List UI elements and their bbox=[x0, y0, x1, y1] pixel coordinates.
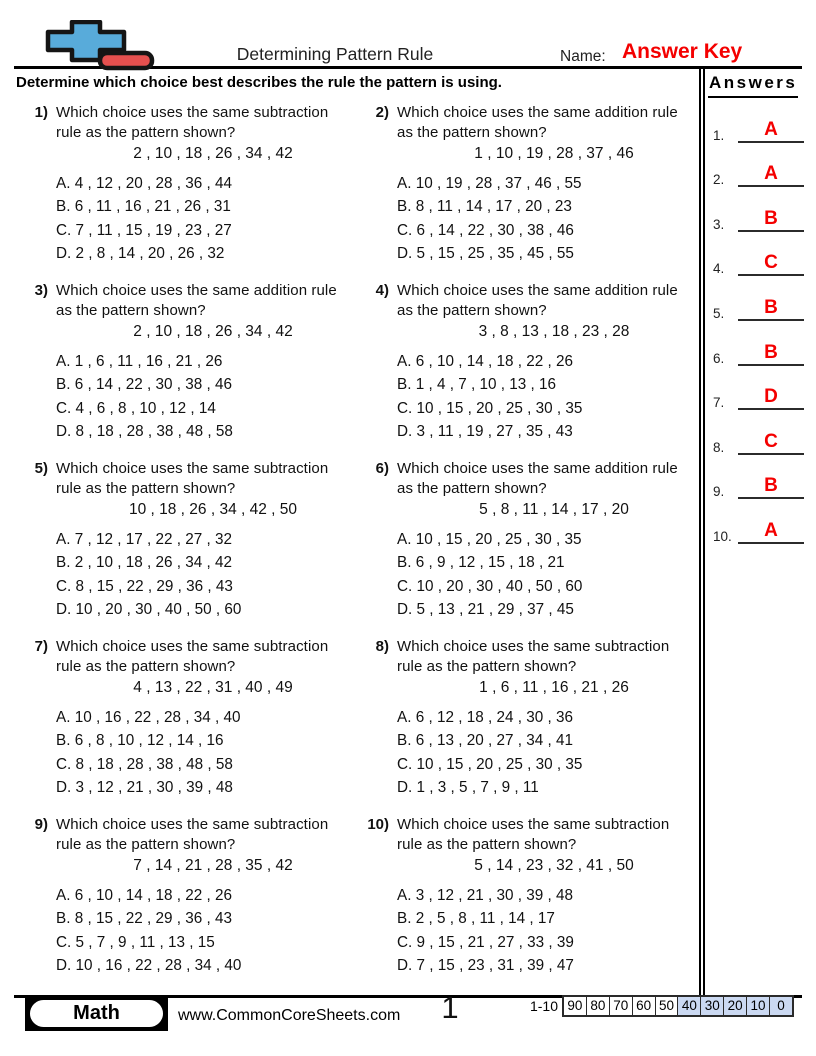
choice-b: B. 6 , 9 , 12 , 15 , 18 , 21 bbox=[397, 554, 565, 572]
question-text: Which choice uses the same subtraction rule as the pattern shown? bbox=[397, 816, 670, 853]
answer-blank bbox=[738, 207, 804, 232]
score-cell: 80 bbox=[586, 997, 609, 1015]
answers-panel bbox=[699, 69, 810, 996]
plus-minus-logo-icon bbox=[44, 20, 156, 77]
pattern-sequence: 3 , 8 , 13 , 18 , 23 , 28 bbox=[478, 323, 630, 340]
score-cell: 40 bbox=[677, 997, 700, 1015]
question-number: 7) bbox=[34, 638, 48, 655]
choice-c: C. 10 , 15 , 20 , 25 , 30 , 35 bbox=[397, 399, 583, 417]
question-number: 9) bbox=[34, 816, 48, 833]
question-3 bbox=[14, 281, 355, 459]
answer-number: 10. bbox=[713, 528, 732, 544]
question-text: Which choice uses the same subtraction rule as the pattern shown? bbox=[56, 104, 329, 141]
choice-c: C. 10 , 15 , 20 , 25 , 30 , 35 bbox=[397, 755, 583, 773]
question-number: 4) bbox=[375, 282, 389, 299]
pattern-sequence: 7 , 14 , 21 , 28 , 35 , 42 bbox=[133, 857, 293, 874]
pattern-sequence: 10 , 18 , 26 , 34 , 42 , 50 bbox=[128, 501, 298, 518]
choice-a: A. 10 , 16 , 22 , 28 , 34 , 40 bbox=[56, 709, 241, 726]
answer-letter: A bbox=[764, 163, 778, 185]
question-number: 2) bbox=[375, 104, 389, 121]
question-text: Which choice uses the same subtraction rule as the pattern shown? bbox=[56, 638, 329, 675]
question-text: Which choice uses the same subtraction rule as the pattern shown? bbox=[56, 460, 329, 497]
question-number: 3) bbox=[34, 282, 48, 299]
choice-a: A. 10 , 19 , 28 , 37 , 46 , 55 bbox=[397, 175, 582, 192]
answer-number: 3. bbox=[713, 216, 725, 232]
answer-blank bbox=[738, 477, 804, 499]
score-cell: 50 bbox=[655, 997, 678, 1015]
choice-d: D. 8 , 18 , 28 , 38 , 48 , 58 bbox=[56, 423, 233, 441]
answer-letter: A bbox=[764, 519, 778, 541]
choice-d: D. 10 , 20 , 30 , 40 , 50 , 60 bbox=[56, 601, 242, 619]
questions-grid bbox=[14, 103, 700, 993]
choice-d: D. 3 , 12 , 21 , 30 , 39 , 48 bbox=[56, 779, 233, 797]
answer-letter: B bbox=[764, 296, 778, 318]
choice-c: C. 6 , 14 , 22 , 30 , 38 , 46 bbox=[397, 221, 574, 239]
choice-b: B. 8 , 15 , 22 , 29 , 36 , 43 bbox=[56, 910, 233, 928]
answer-row-9 bbox=[705, 455, 810, 500]
choice-d: D. 3 , 11 , 19 , 27 , 35 , 43 bbox=[397, 423, 573, 441]
question-text: Which choice uses the same subtraction rule as the pattern shown? bbox=[397, 638, 670, 675]
choice-b: B. 1 , 4 , 7 , 10 , 13 , 16 bbox=[397, 376, 557, 394]
question-number: 10) bbox=[367, 816, 389, 833]
choice-d: D. 10 , 16 , 22 , 28 , 34 , 40 bbox=[56, 957, 242, 975]
choice-a: A. 7 , 12 , 17 , 22 , 27 , 32 bbox=[56, 531, 233, 548]
choice-c: C. 5 , 7 , 9 , 11 , 13 , 15 bbox=[56, 933, 215, 951]
answer-letter: B bbox=[764, 475, 778, 497]
name-label: Name: bbox=[560, 48, 606, 65]
choice-a: A. 10 , 15 , 20 , 25 , 30 , 35 bbox=[397, 531, 582, 548]
score-cell: 20 bbox=[723, 997, 746, 1015]
pattern-sequence: 5 , 8 , 11 , 14 , 17 , 20 bbox=[479, 501, 629, 518]
answer-blank bbox=[738, 388, 804, 410]
choice-c: C. 8 , 15 , 22 , 29 , 36 , 43 bbox=[56, 577, 233, 595]
page-number: 1 bbox=[441, 990, 459, 1025]
question-10 bbox=[355, 815, 700, 993]
choice-d: D. 5 , 13 , 21 , 29 , 37 , 45 bbox=[397, 601, 574, 619]
question-text: Which choice uses the same addition rule as the pattern shown? bbox=[397, 460, 678, 497]
choice-c: C. 7 , 11 , 15 , 19 , 23 , 27 bbox=[56, 221, 232, 239]
question-7 bbox=[14, 637, 355, 815]
answer-row-8 bbox=[705, 410, 810, 455]
choice-c: C. 10 , 20 , 30 , 40 , 50 , 60 bbox=[397, 577, 583, 595]
pattern-sequence: 4 , 13 , 22 , 31 , 40 , 49 bbox=[133, 679, 293, 696]
answer-number: 8. bbox=[713, 439, 725, 455]
answer-key-text: Answer Key bbox=[622, 40, 743, 63]
answer-letter: A bbox=[764, 118, 778, 140]
instruction-text: Determine which choice best describes the rule the pattern is using. bbox=[16, 74, 502, 91]
score-cell: 60 bbox=[632, 997, 655, 1015]
choice-a: A. 3 , 12 , 21 , 30 , 39 , 48 bbox=[397, 887, 574, 904]
answer-row-4 bbox=[705, 232, 810, 277]
score-cell: 10 bbox=[746, 997, 769, 1015]
answer-blank bbox=[738, 165, 804, 187]
pattern-sequence: 2 , 10 , 18 , 26 , 34 , 42 bbox=[133, 145, 293, 162]
choice-b: B. 6 , 14 , 22 , 30 , 38 , 46 bbox=[56, 376, 233, 394]
question-text: Which choice uses the same subtraction rule as the pattern shown? bbox=[56, 816, 329, 853]
answer-number: 4. bbox=[713, 261, 725, 277]
answer-blank bbox=[738, 430, 804, 455]
choice-b: B. 6 , 13 , 20 , 27 , 34 , 41 bbox=[397, 732, 574, 750]
choice-a: A. 1 , 6 , 11 , 16 , 21 , 26 bbox=[56, 353, 223, 370]
subject-label: Math bbox=[30, 1000, 163, 1027]
question-6 bbox=[355, 459, 700, 637]
question-8 bbox=[355, 637, 700, 815]
choice-d: D. 2 , 8 , 14 , 20 , 26 , 32 bbox=[56, 245, 225, 263]
choice-a: A. 6 , 10 , 14 , 18 , 22 , 26 bbox=[397, 353, 574, 370]
pattern-sequence: 1 , 6 , 11 , 16 , 21 , 26 bbox=[479, 679, 629, 696]
answer-number: 9. bbox=[713, 484, 725, 500]
choice-d: D. 1 , 3 , 5 , 7 , 9 , 11 bbox=[397, 779, 539, 797]
choice-c: C. 4 , 6 , 8 , 10 , 12 , 14 bbox=[56, 399, 216, 417]
answer-row-2 bbox=[705, 143, 810, 188]
choice-b: B. 2 , 5 , 8 , 11 , 14 , 17 bbox=[397, 910, 555, 928]
answer-number: 1. bbox=[713, 127, 725, 143]
answer-number: 6. bbox=[713, 350, 725, 366]
answer-number: 2. bbox=[713, 172, 725, 188]
question-number: 6) bbox=[375, 460, 389, 477]
answer-letter: C bbox=[764, 252, 778, 274]
choice-a: A. 6 , 10 , 14 , 18 , 22 , 26 bbox=[56, 887, 233, 904]
question-5 bbox=[14, 459, 355, 637]
answers-list bbox=[705, 98, 810, 544]
answer-letter: B bbox=[764, 207, 778, 229]
score-cell: 70 bbox=[609, 997, 632, 1015]
question-text: Which choice uses the same addition rule as the pattern shown? bbox=[56, 282, 337, 319]
choice-d: D. 5 , 15 , 25 , 35 , 45 , 55 bbox=[397, 245, 574, 263]
choice-c: C. 9 , 15 , 21 , 27 , 33 , 39 bbox=[397, 933, 574, 951]
answer-row-3 bbox=[705, 187, 810, 232]
pattern-sequence: 5 , 14 , 23 , 32 , 41 , 50 bbox=[474, 857, 634, 874]
question-2 bbox=[355, 103, 700, 281]
answer-blank bbox=[738, 254, 804, 276]
answer-row-10 bbox=[705, 499, 810, 544]
choice-b: B. 2 , 10 , 18 , 26 , 34 , 42 bbox=[56, 554, 233, 572]
answer-letter: C bbox=[764, 430, 778, 452]
question-text: Which choice uses the same addition rule as the pattern shown? bbox=[397, 104, 678, 141]
site-url: www.CommonCoreSheets.com bbox=[178, 1007, 401, 1024]
choice-b: B. 6 , 11 , 16 , 21 , 26 , 31 bbox=[56, 198, 231, 216]
answer-blank bbox=[738, 341, 804, 366]
score-cell: 90 bbox=[567, 998, 583, 1013]
score-range-label: 1-10 bbox=[529, 998, 558, 1014]
question-text: Which choice uses the same addition rule as the pattern shown? bbox=[397, 282, 678, 319]
question-4 bbox=[355, 281, 700, 459]
pattern-sequence: 2 , 10 , 18 , 26 , 34 , 42 bbox=[133, 323, 293, 340]
page-title: Determining Pattern Rule bbox=[236, 44, 434, 64]
subject-badge bbox=[25, 997, 168, 1031]
choice-b: B. 8 , 11 , 14 , 17 , 20 , 23 bbox=[397, 198, 572, 216]
choice-a: A. 4 , 12 , 20 , 28 , 36 , 44 bbox=[56, 175, 233, 192]
answer-blank bbox=[738, 519, 804, 544]
answer-row-1 bbox=[705, 98, 810, 143]
answer-row-6 bbox=[705, 321, 810, 366]
answer-row-5 bbox=[705, 276, 810, 321]
score-table bbox=[562, 995, 794, 1017]
answers-header: Answers bbox=[708, 73, 798, 98]
question-1 bbox=[14, 103, 355, 281]
choice-a: A. 6 , 12 , 18 , 24 , 30 , 36 bbox=[397, 709, 574, 726]
answer-blank bbox=[738, 118, 804, 143]
answer-number: 7. bbox=[713, 395, 725, 411]
question-9 bbox=[14, 815, 355, 993]
answer-row-7 bbox=[705, 366, 810, 411]
pattern-sequence: 1 , 10 , 19 , 28 , 37 , 46 bbox=[474, 145, 634, 162]
question-number: 5) bbox=[34, 460, 48, 477]
answer-letter: B bbox=[764, 341, 778, 363]
choice-c: C. 8 , 18 , 28 , 38 , 48 , 58 bbox=[56, 755, 233, 773]
answer-blank bbox=[738, 296, 804, 321]
answer-number: 5. bbox=[713, 305, 725, 321]
question-number: 1) bbox=[34, 104, 48, 121]
choice-b: B. 6 , 8 , 10 , 12 , 14 , 16 bbox=[56, 732, 224, 750]
choice-d: D. 7 , 15 , 23 , 31 , 39 , 47 bbox=[397, 957, 574, 975]
answer-letter: D bbox=[764, 386, 778, 408]
question-number: 8) bbox=[375, 638, 389, 655]
score-cell: 0 bbox=[769, 997, 792, 1015]
score-cell: 30 bbox=[700, 997, 723, 1015]
